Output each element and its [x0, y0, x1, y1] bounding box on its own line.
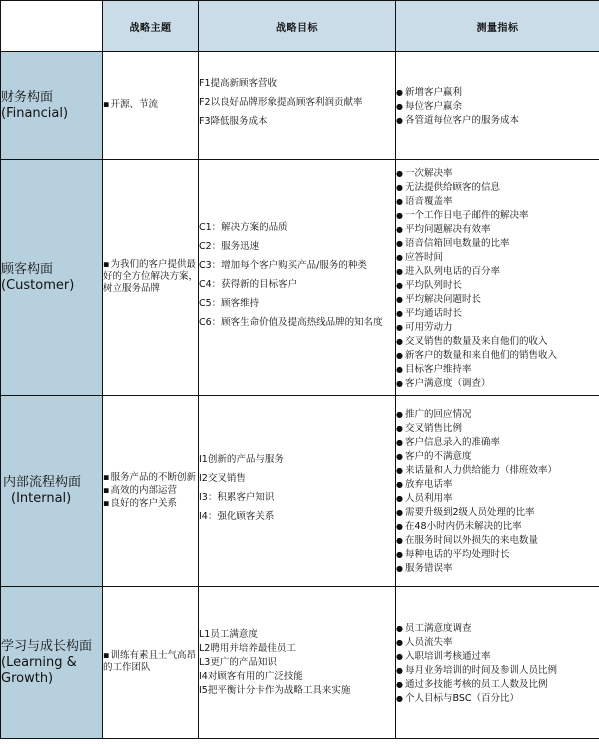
- measure-item: ● 放弃电话率: [396, 478, 599, 492]
- theme-item: ▪ 良好的客户关系: [103, 498, 198, 510]
- perspective-title: 财务构面: [1, 89, 54, 105]
- perspective-learning-growth: [1, 587, 103, 739]
- perspective-subtitle: (Learning &: [1, 654, 77, 670]
- measure-item: ● 在48小时内仍未解决的比率: [396, 520, 599, 534]
- measure-item: ● 平均解决问题时长: [396, 293, 599, 307]
- measures-internal: [396, 396, 599, 587]
- measure-item: ● 无法提供给顾客的信息: [396, 181, 599, 195]
- themes-learning-growth: [103, 587, 199, 739]
- measure-item: ● 目标客户维持率: [396, 363, 599, 377]
- objective-item: I1创新的产品与服务: [199, 454, 284, 465]
- perspective-internal: [1, 396, 103, 587]
- measure-item: ● 平均通话时长: [396, 307, 599, 321]
- objective-item: C1：解决方案的品质: [199, 221, 288, 233]
- measure-item: ● 个人目标与BSC（百分比）: [396, 692, 599, 706]
- measure-item: ● 语音信箱回电数量的比率: [396, 237, 599, 251]
- header-row: [1, 1, 599, 52]
- objective-item: I5把平衡计分卡作为战略工具来实施: [199, 684, 351, 696]
- measure-item: ● 通过多技能考核的员工人数及比例: [396, 678, 599, 692]
- perspective-title: 顾客构面: [1, 261, 54, 277]
- measures-financial: [396, 52, 599, 160]
- header-measures: 测量指标: [396, 1, 599, 52]
- header-blank-cell: [1, 1, 103, 52]
- measure-item: ● 客户的不满意度: [396, 450, 599, 464]
- measure-item: ● 服务错误率: [396, 562, 599, 576]
- theme-item: ▪ 高效的内部运营: [103, 485, 198, 497]
- theme-item: ▪ 开源、节流: [103, 99, 198, 111]
- objective-item: L1员工满意度: [199, 628, 258, 640]
- measure-item: ● 交叉销售比例: [396, 422, 599, 436]
- objective-item: I3：积累客户知识: [199, 492, 275, 503]
- objective-item: C3：增加每个客户购买产品/服务的种类: [199, 259, 367, 271]
- measure-item: ● 语音覆盖率: [396, 195, 599, 209]
- objective-item: C2：服务迅速: [199, 240, 260, 252]
- header-strategic-objective: 战略目标: [199, 1, 396, 52]
- measure-item: ● 来话量和人力供给能力（排班效率）: [396, 464, 599, 478]
- measure-item: ● 各管道每位客户的服务成本: [396, 114, 599, 128]
- measure-item: ● 人员流失率: [396, 636, 599, 650]
- measure-item: ● 每位客户赢余: [396, 100, 599, 114]
- theme-item: ▪ 训练有素且士气高昂的工作团队: [103, 650, 198, 674]
- themes-customer: [103, 160, 199, 396]
- measure-item: ● 交叉销售的数量及来自他们的收入: [396, 335, 599, 349]
- objectives-learning-growth: [199, 587, 396, 739]
- measure-item: ● 推广的回应情况: [396, 408, 599, 422]
- perspective-subtitle: (Financial): [1, 105, 69, 121]
- perspective-title: 内部流程构面: [3, 475, 82, 490]
- objective-item: F2以良好品牌形象提高顾客利润贡献率: [199, 97, 363, 108]
- measure-item: ● 进入队列电话的百分率: [396, 265, 599, 279]
- measure-item: ● 可用劳动力: [396, 321, 599, 335]
- objective-item: C5：顾客维持: [199, 297, 260, 309]
- measures-learning-growth: [396, 587, 599, 739]
- perspective-customer: [1, 160, 103, 396]
- measure-item: ● 一个工作日电子邮件的解决率: [396, 209, 599, 223]
- objective-item: F3降低服务成本: [199, 116, 268, 127]
- measures-customer: [396, 160, 599, 396]
- measure-item: ● 在服务时间以外损失的来电数量: [396, 534, 599, 548]
- objective-item: I4对顾客有用的广泛技能: [199, 670, 303, 682]
- objective-item: C6：顾客生命价值及提高热线品牌的知名度: [199, 316, 383, 328]
- measure-item: ● 需要升级到2级人员处理的比率: [396, 506, 599, 520]
- perspective-subtitle: (Customer): [1, 277, 75, 293]
- measure-item: ● 每月业务培训的时间及参训人员比例: [396, 664, 599, 678]
- perspective-title: 学习与成长构面: [1, 638, 93, 654]
- row-customer: [1, 160, 599, 396]
- row-learning-growth: [1, 587, 599, 739]
- objective-item: L2聘用并培养最佳员工: [199, 642, 296, 654]
- themes-internal: [103, 396, 199, 587]
- objective-item: C4：获得新的目标客户: [199, 278, 298, 290]
- perspective-financial: [1, 52, 103, 160]
- measure-item: ● 新增客户赢利: [396, 86, 599, 100]
- row-internal: [1, 396, 599, 587]
- measure-item: ● 客户信息录入的准确率: [396, 436, 599, 450]
- objective-item: F1提高新顾客营收: [199, 78, 278, 89]
- measure-item: ● 平均队列时长: [396, 279, 599, 293]
- objectives-internal: [199, 396, 396, 587]
- measure-item: ● 客户满意度（调查）: [396, 377, 599, 391]
- measure-item: ● 新客户的数量和来自他们的销售收入: [396, 349, 599, 363]
- objectives-financial: [199, 52, 396, 160]
- measure-item: ● 应答时间: [396, 251, 599, 265]
- perspective-subtitle-cont: Growth): [1, 670, 54, 686]
- measure-item: ● 一次解决率: [396, 167, 599, 181]
- perspective-subtitle: (Internal): [11, 491, 72, 506]
- objective-item: L3更广的产品知识: [199, 656, 277, 668]
- theme-item: ▪ 为我们的客户提供最好的全方位解决方案，树立服务品牌: [103, 259, 198, 295]
- objectives-customer: [199, 160, 396, 396]
- themes-financial: [103, 52, 199, 160]
- measure-item: ● 员工满意度调查: [396, 622, 599, 636]
- measure-item: ● 平均问题解决有效率: [396, 223, 599, 237]
- theme-item: ▪ 服务产品的不断创新: [103, 472, 198, 484]
- measure-item: ● 人员利用率: [396, 492, 599, 506]
- row-financial: [1, 52, 599, 160]
- objective-item: I4：强化顾客关系: [199, 511, 275, 522]
- objective-item: I2交叉销售: [199, 473, 246, 484]
- measure-item: ● 入职培训考核通过率: [396, 650, 599, 664]
- header-strategic-theme: 战略主题: [103, 1, 199, 52]
- measure-item: ● 每种电话的平均处理时长: [396, 548, 599, 562]
